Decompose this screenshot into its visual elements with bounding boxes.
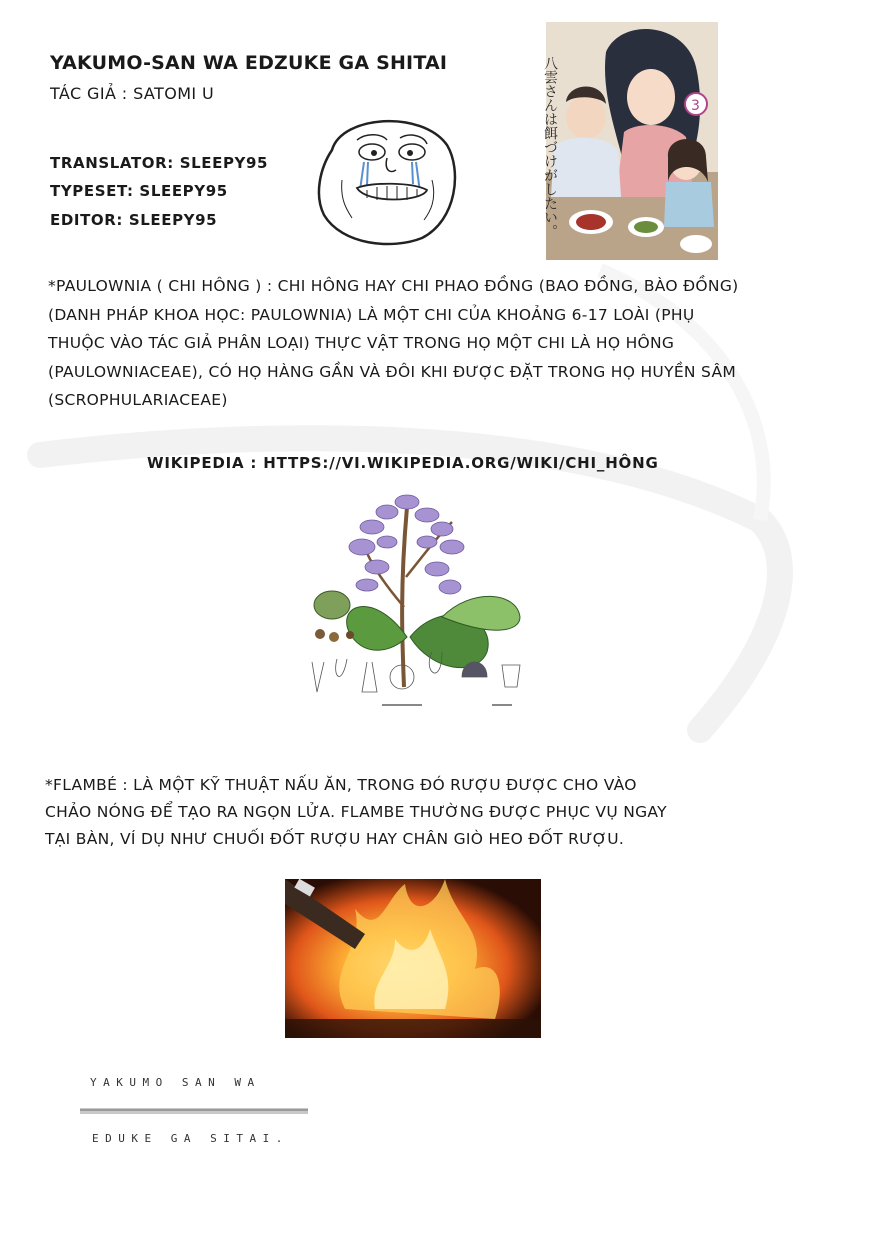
paulownia-line-3: THUỘC VÀO TÁC GIẢ PHÂN LOẠI) THỰC VẬT TRONG HỌ MỘT CHI LÀ HỌ HÔNG <box>48 334 675 352</box>
paulownia-note <box>48 272 738 415</box>
credit-editor: EDITOR: SLEEPY95 <box>50 211 218 229</box>
paulownia-botanical-illustration <box>292 487 532 711</box>
logo-brush-bar <box>80 1106 308 1116</box>
paulownia-line-5: (SCROPHULARIACEAE) <box>48 391 228 409</box>
paulownia-line-1: *PAULOWNIA ( CHI HÔNG ) : CHI HÔNG HAY CHI PHAO ĐỒNG (BAO ĐỒNG, BÀO ĐỒNG) <box>48 277 739 295</box>
flambe-line-2: CHẢO NÓNG ĐỂ TẠO RA NGỌN LỬA. FLAMBE THƯỜNG ĐƯỢC PHỤC VỤ NGAY <box>45 803 667 821</box>
credit-typeset: TYPESET: SLEEPY95 <box>50 182 228 200</box>
forever-alone-meme-face <box>312 110 460 250</box>
cover-volume-number: 3 <box>691 98 700 114</box>
credit-translator: TRANSLATOR: SLEEPY95 <box>50 154 269 172</box>
manga-cover-image <box>542 22 718 260</box>
logo-line-1: YAKUMO SAN WA <box>90 1076 261 1089</box>
paulownia-line-2: (DANH PHÁP KHOA HỌC: PAULOWNIA) LÀ MỘT CHI CỦA KHOẢNG 6-17 LOÀI (PHỤ <box>48 305 695 324</box>
flambe-note <box>45 772 667 853</box>
author-line: TÁC GIẢ : SATOMI U <box>50 84 215 103</box>
flambe-line-3: TẠI BÀN, VÍ DỤ NHƯ CHUỐI ĐỐT RƯỢU HAY CHÂN GIÒ HEO ĐỐT RƯỢU. <box>45 830 625 848</box>
wikipedia-link[interactable]: WIKIPEDIA : HTTPS://VI.WIKIPEDIA.ORG/WIKI/CHI_HÔNG <box>147 454 659 472</box>
logo-line-2: EDUKE GA SITAI. <box>92 1132 289 1145</box>
scanlation-logo <box>80 1068 320 1154</box>
flambe-line-1: *FLAMBÉ : LÀ MỘT KỸ THUẬT NẤU ĂN, TRONG ĐÓ RƯỢU ĐƯỢC CHO VÀO <box>45 776 637 794</box>
page-title: YAKUMO-SAN WA EDZUKE GA SHITAI <box>50 52 448 74</box>
cover-title-jp: 八雲さんは餌づけがしたい。 <box>542 56 558 238</box>
paulownia-line-4: (PAULOWNIACEAE), CÓ HỌ HÀNG GẦN VÀ ĐÔI KHI ĐƯỢC ĐẶT TRONG HỌ HUYỀN SÂM <box>48 362 737 381</box>
flambe-photo <box>285 879 541 1038</box>
